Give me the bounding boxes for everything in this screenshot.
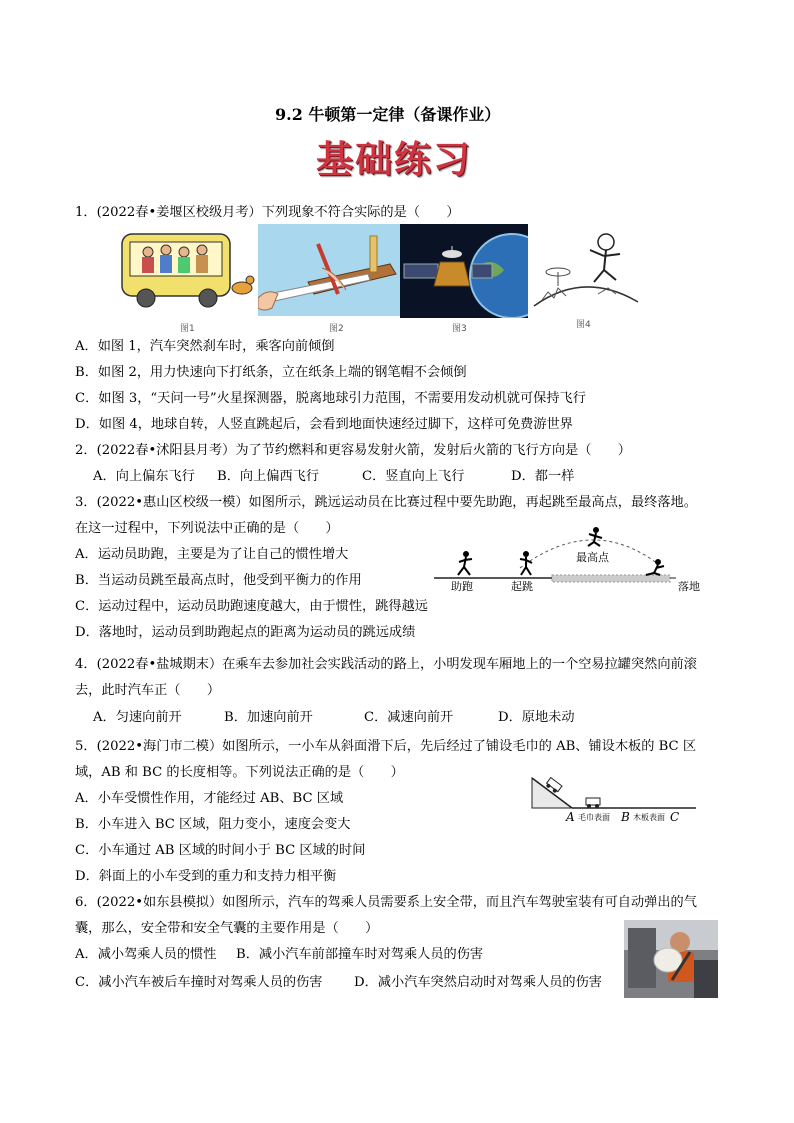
point-c-label: C <box>670 810 680 824</box>
point-a-label: A <box>566 810 575 824</box>
figure-1-caption: 图1 <box>180 324 195 334</box>
q3-option-c: C．运动过程中，运动员助跑速度越大，由于惯性，跳得越远 <box>75 599 428 614</box>
q1-option-d: D．如图 4，地球自转，人竖直跳起后，会看到地面快速经过脚下，这样可免费游世界 <box>75 417 573 432</box>
q6-option-b: B．减小汽车前部撞车时对驾乘人员的伤害 <box>236 947 484 962</box>
q6-option-c: C．减小汽车被后车撞时对驾乘人员的伤害 <box>75 975 323 990</box>
section-banner: 基础练习 <box>316 138 472 181</box>
q6-stem-line2: 囊，那么，安全带和安全气囊的主要作用是（ ） <box>75 921 379 936</box>
q5-option-c: C．小车通过 AB 区域的时间小于 BC 区域的时间 <box>75 843 366 858</box>
q5-option-b: B．小车进入 BC 区域，阻力变小，速度会变大 <box>75 817 351 832</box>
q2-option-d: D．都一样 <box>511 469 575 484</box>
q3-option-b: B．当运动员跳至最高点时，他受到平衡力的作用 <box>75 573 362 588</box>
q1-option-b: B．如图 2，用力快速向下打纸条，立在纸条上端的钢笔帽不会倾倒 <box>75 365 467 380</box>
q4-option-c: C．减速向前开 <box>364 710 454 725</box>
page-title: 9.2 牛顿第一定律（备课作业） <box>275 105 501 124</box>
q2-option-a: A．向上偏东飞行 <box>93 469 195 484</box>
label-landing: 落地 <box>678 580 700 593</box>
q4-option-a: A．匀速向前开 <box>93 710 182 725</box>
q4-stem-line1: 4．(2022春•盐城期末）在乘车去参加社会实践活动的路上，小明发现车厢地上的一个空易拉罐突然向前滚 <box>75 657 697 672</box>
q6-option-a: A．减小驾乘人员的惯性 <box>75 947 217 962</box>
towel-surface-label: 毛巾表面 <box>578 813 610 822</box>
label-run-up: 助跑 <box>451 580 473 593</box>
figure-4-caption: 图4 <box>576 320 591 330</box>
figure-2-caption: 图2 <box>329 324 344 334</box>
q5-stem-line1: 5．(2022•海门市二模）如图所示，一小车从斜面滑下后，先后经过了铺设毛巾的 AB、铺设木板的 BC 区 <box>75 739 697 754</box>
q3-option-a: A．运动员助跑，主要是为了让自己的惯性增大 <box>75 547 349 562</box>
q3-option-d: D．落地时，运动员到助跑起点的距离为运动员的跳远成绩 <box>75 625 416 640</box>
q2-option-b: B．向上偏西飞行 <box>217 469 320 484</box>
q5-option-a: A．小车受惯性作用，才能经过 AB、BC 区域 <box>75 791 344 806</box>
point-b-label: B <box>621 810 630 824</box>
q5-option-d: D．斜面上的小车受到的重力和支持力相平衡 <box>75 869 337 884</box>
q2-stem: 2．(2022春•沭阳县月考）为了节约燃料和更容易发射火箭，发射后火箭的飞行方向是（ ） <box>75 443 631 458</box>
q1-option-a: A．如图 1，汽车突然刹车时，乘客向前倾倒 <box>75 339 335 354</box>
q5-stem-line2: 域，AB 和 BC 的长度相等。下列说法正确的是（ ） <box>75 765 404 780</box>
figure-ramp-cart <box>530 774 698 814</box>
q1-option-c: C．如图 3，“天问一号”火星探测器，脱离地球引力范围，不需要用发动机就可保持飞行 <box>75 391 586 406</box>
q4-stem-line2: 去，此时汽车正（ ） <box>75 683 221 698</box>
figure-3-caption: 图3 <box>452 324 467 334</box>
figure-2-paper-strip <box>258 224 400 316</box>
figure-4-earth-jump <box>528 224 643 316</box>
q4-option-b: B．加速向前开 <box>224 710 313 725</box>
figure-3-satellite <box>400 224 528 318</box>
label-take-off: 起跳 <box>511 580 533 593</box>
q2-option-c: C．竖直向上飞行 <box>362 469 465 484</box>
board-surface-label: 木板表面 <box>633 813 665 822</box>
q1-stem: 1．(2022春•姜堰区校级月考）下列现象不符合实际的是（ ） <box>75 205 460 220</box>
q3-stem-line2: 在这一过程中，下列说法中正确的是（ ） <box>75 521 339 536</box>
q6-stem-line1: 6．(2022•如东县模拟）如图所示，汽车的驾乘人员需要系上安全带，而且汽车驾驶室装有可自动弹出的气 <box>75 895 697 910</box>
label-highest-point: 最高点 <box>576 551 609 564</box>
q6-option-d: D．减小汽车突然启动时对驾乘人员的伤害 <box>354 975 602 990</box>
figure-airbag-photo <box>624 920 718 998</box>
q3-stem-line1: 3．(2022•惠山区校级一模）如图所示，跳远运动员在比赛过程中要先助跑，再起跳至最高点，最终落地。 <box>75 495 697 510</box>
q4-option-d: D．原地未动 <box>498 710 575 725</box>
figure-1-bus <box>118 224 260 312</box>
